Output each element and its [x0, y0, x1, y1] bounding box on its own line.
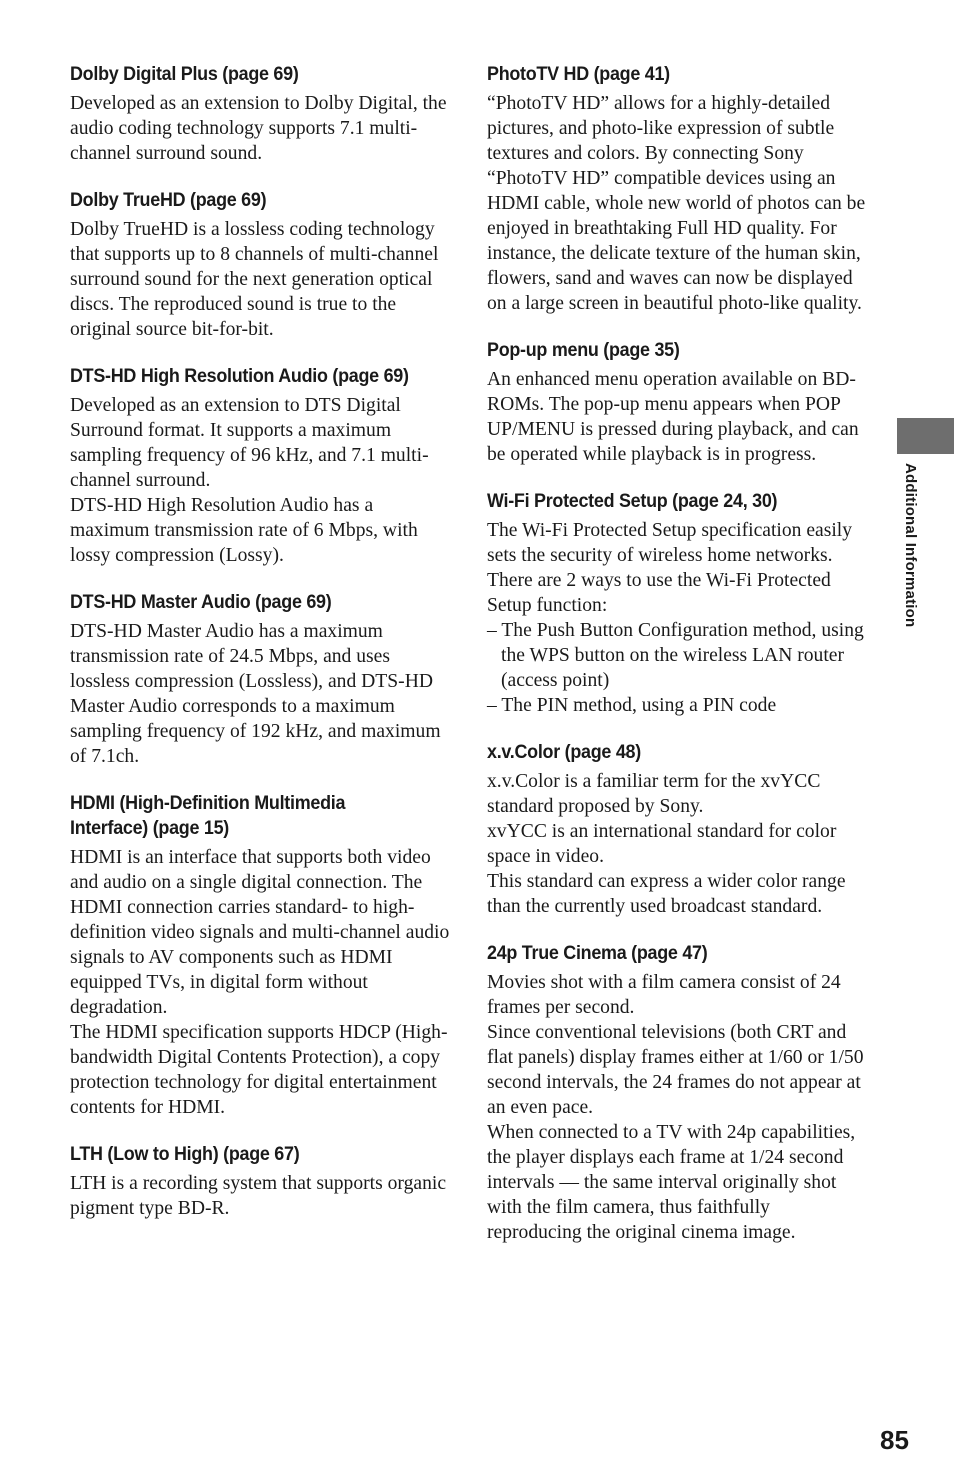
entry-title: PhotoTV HD (page 41): [487, 63, 670, 85]
entry-text: An enhanced menu operation available on BD-ROMs. The pop-up menu appears when POP UP/MENU is pressed during playback, and can be operated while playback is in progress.: [487, 369, 859, 465]
section-label: Additional Information: [902, 463, 919, 628]
entry-text: LTH is a recording system that supports organic pigment type BD-R.: [70, 1173, 447, 1219]
entry-text: This standard can express a wider color range than the currently used broadcast standard.: [487, 871, 846, 917]
entry-title: x.v.Color (page 48): [487, 741, 641, 763]
entry-text: There are 2 ways to use the Wi-Fi Protected Setup function:: [487, 570, 831, 616]
glossary-entry-lth: [70, 1142, 454, 1221]
section-tab-marker: [897, 418, 954, 454]
entry-text: Developed as an extension to DTS Digital Surround format. It supports a maximum sampling frequency of 96 kHz, and 7.1 multi-channel surround.: [70, 395, 429, 491]
entry-title: Dolby Digital Plus (page 69): [70, 63, 299, 85]
entry-title: Wi-Fi Protected Setup (page 24, 30): [487, 490, 778, 512]
list-item: – The PIN method, using a PIN code: [487, 695, 777, 716]
left-column: [70, 62, 454, 1243]
glossary-entry-wifi-protected-setup: [487, 489, 867, 718]
entry-title: DTS-HD Master Audio (page 69): [70, 591, 332, 613]
glossary-entry-popup-menu: [487, 338, 867, 467]
glossary-entry-dolby-digital-plus: [70, 62, 454, 166]
glossary-entry-dts-hd-master-audio: [70, 590, 454, 769]
glossary-entry-hdmi: [70, 791, 454, 1120]
glossary-entry-xvcolor: [487, 740, 867, 919]
glossary-entry-24p-true-cinema: [487, 941, 867, 1245]
glossary-entry-dolby-truehd: [70, 188, 454, 342]
list-item: – The Push Button Configuration method, using the WPS button on the wireless LAN router (access point): [487, 620, 864, 691]
entry-text: When connected to a TV with 24p capabilities, the player displays each frame at 1/24 second intervals — the same interval originally shot with the film camera, thus faithfully reproducing the original cinema image.: [487, 1122, 856, 1243]
entry-text: DTS-HD High Resolution Audio has a maximum transmission rate of 6 Mbps, with lossy compression (Lossy).: [70, 495, 418, 566]
entry-text: HDMI is an interface that supports both video and audio on a single digital connection. The HDMI connection carries standard- to high-definition video signals and multi-channel audio signals to AV components such as HDMI equipped TVs, in digital form without degradation.: [70, 847, 450, 1018]
entry-text: xvYCC is an international standard for color space in video.: [487, 821, 837, 867]
entry-text: The HDMI specification supports HDCP (High-bandwidth Digital Contents Protection), a copy protection technology for digital entertainment contents for HDMI.: [70, 1022, 448, 1118]
right-column: [487, 62, 867, 1267]
entry-title: 24p True Cinema (page 47): [487, 942, 708, 964]
entry-text: x.v.Color is a familiar term for the xvYCC standard proposed by Sony.: [487, 771, 821, 817]
entry-text: Movies shot with a film camera consist of 24 frames per second.: [487, 972, 841, 1018]
entry-text: “PhotoTV HD” allows for a highly-detailed pictures, and photo-like expression of subtle textures and colors. By connecting Sony “PhotoTV HD” compatible devices using an HDMI cable, whole new world of photos can be enjoyed in breathtaking Full HD quality. For instance, the delicate texture of the human skin, flowers, sand and waves can now be displayed on a large screen in beautiful photo-like quality.: [487, 93, 866, 314]
entry-text: DTS-HD Master Audio has a maximum transmission rate of 24.5 Mbps, and uses lossless compression (Lossless), and DTS-HD Master Audio corresponds to a maximum sampling frequency of 192 kHz, and maximum of 7.1ch.: [70, 621, 441, 767]
entry-title: DTS-HD High Resolution Audio (page 69): [70, 365, 409, 387]
entry-text: Since conventional televisions (both CRT and flat panels) display frames either at 1/60 or 1/50 second intervals, the 24 frames do not appear at an even pace.: [487, 1022, 864, 1118]
bullet-list: [487, 618, 867, 718]
page-number: 85: [880, 1425, 909, 1455]
entry-title: HDMI (High-Definition Multimedia Interface) (page 15): [70, 792, 346, 839]
entry-title: LTH (Low to High) (page 67): [70, 1143, 300, 1165]
entry-text: The Wi-Fi Protected Setup specification easily sets the security of wireless home networks.: [487, 520, 853, 566]
entry-text: Dolby TrueHD is a lossless coding technology that supports up to 8 channels of multi-channel surround sound for the next generation optical discs. The reproduced sound is true to the original source bit-for-bit.: [70, 219, 439, 340]
entry-title: Dolby TrueHD (page 69): [70, 189, 267, 211]
entry-text: Developed as an extension to Dolby Digital, the audio coding technology supports 7.1 multi-channel surround sound.: [70, 93, 447, 164]
glossary-entry-dts-hd-high-resolution: [70, 364, 454, 568]
glossary-entry-phototv-hd: [487, 62, 867, 316]
entry-title: Pop-up menu (page 35): [487, 339, 680, 361]
